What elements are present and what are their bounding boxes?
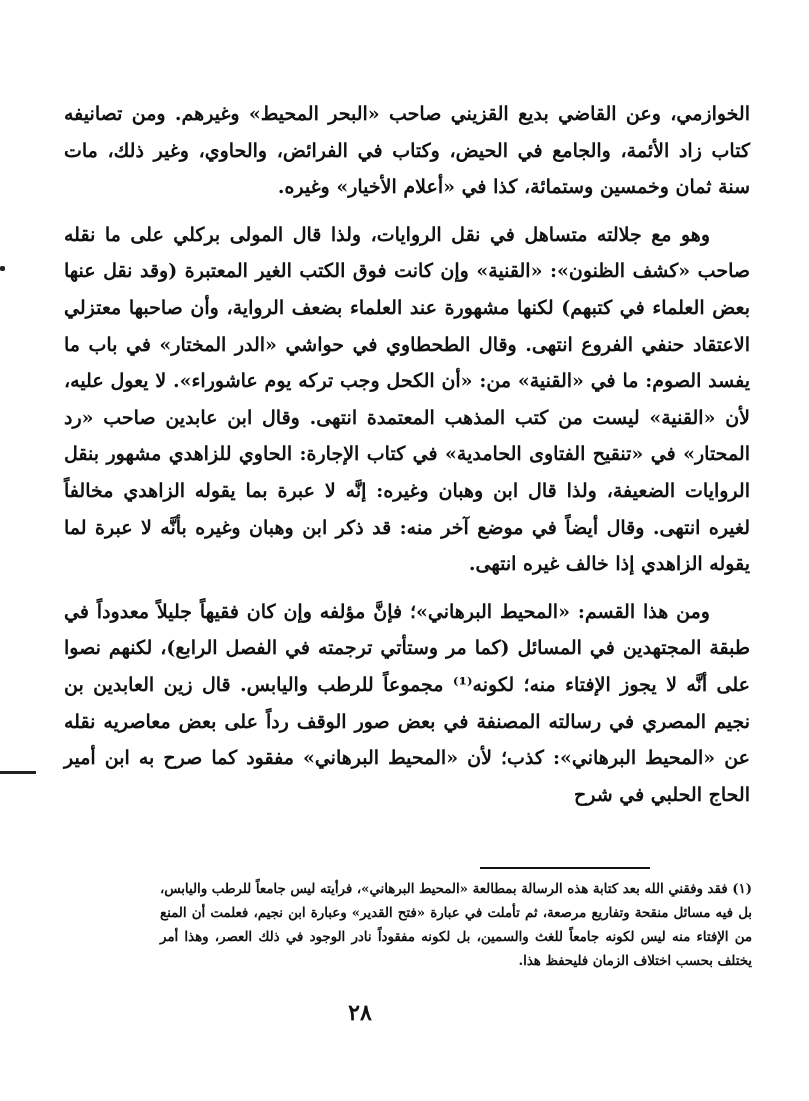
paragraph: ومن هذا القسم: «المحيط البرهاني»؛ فإنَّ مؤلفه وإن كان فقيهاً جليلاً معدوداً في طبقة المجتهدين في المسائل (كما مر وستأتي ترجمته في الفصل الرابع)، لكنهم نصوا على أنَّه لا يجوز الإفتاء منه؛ لكونه⁽¹⁾ مجموعاً للرطب واليابس. قال زين العابدين بن نجيم المصري في رسالته المصنفة في بعض صور الوقف رداً على بعض معاصريه نقله عن «المحيط البرهاني»: كذب؛ لأن «المحيط البرهاني» مفقود كما صرح به ابن أمير الحاج الحلبي في شرح	[64, 600, 750, 806]
paragraph: الخوازمي، وعن القاضي بديع القزيني صاحب «البحر المحيط» وغيرهم. ومن تصانيفه كتاب زاد الأئمة، والجامع في الحيض، وكتاب في الفرائض، والحاوي، وغير ذلك، مات سنة ثمان وخمسين وستمائة، كذا في «أعلام الأخيار» وغيره.	[64, 103, 750, 199]
page-number: ٢٨	[348, 1000, 372, 1026]
main-text	[64, 96, 750, 813]
footnote-separator	[480, 867, 650, 869]
scan-margin-mark	[0, 266, 5, 271]
footnote: (١) فقد وفقني الله بعد كتابة هذه الرسالة بمطالعة «المحيط البرهاني»، فرأيته ليس جامعاً للرطب واليابس، بل فيه مسائل منقحة وتفاريع مرصعة، ثم تأملت في عبارة «فتح القدير» وعبارة ابن نجيم، فعلمت أن المنع من الإفتاء منه ليس لكونه جامعاً للغث والسمين، بل لكونه مفقوداً نادر الوجود في ذلك العصر، وهذا أمر يختلف بحسب اختلاف الزمان فليحفظ هذا.	[159, 882, 752, 969]
paragraph: وهو مع جلالته متساهل في نقل الروايات، ولذا قال المولى بركلي على ما نقله صاحب «كشف الظنون»: «القنية» وإن كانت فوق الكتب الغير المعتبرة (وقد نقل عنها بعض العلماء في كتبهم) لكنها مشهورة عند العلماء بضعف الرواية، وأن صاحبها معتزلي الاعتقاد حنفي الفروع انتهى. وقال الطحطاوي في حواشي «الدر المختار» في باب ما يفسد الصوم: ما في «القنية» من: «أن الكحل وجب تركه يوم عاشوراء». لا يعول عليه، لأن «القنية» ليست من كتب المذهب المعتمدة انتهى. وقال ابن عابدين صاحب «رد المحتار» في «تنقيح الفتاوى الحامدية» في كتاب الإجارة: الحاوي للزاهدي مشهور بنقل الروايات الضعيفة، ولذا قال ابن وهبان وغيره: إنَّه لا عبرة بما يقوله الزاهدي مخالفاً لغيره انتهى. وقال أيضاً في موضع آخر منه: قد ذكر ابن وهبان وغيره بأنَّه لا عبرة لما يقوله الزاهدي إذا خالف غيره انتهى.	[64, 223, 750, 576]
scan-margin-mark	[0, 771, 36, 774]
footnotes	[160, 878, 752, 974]
